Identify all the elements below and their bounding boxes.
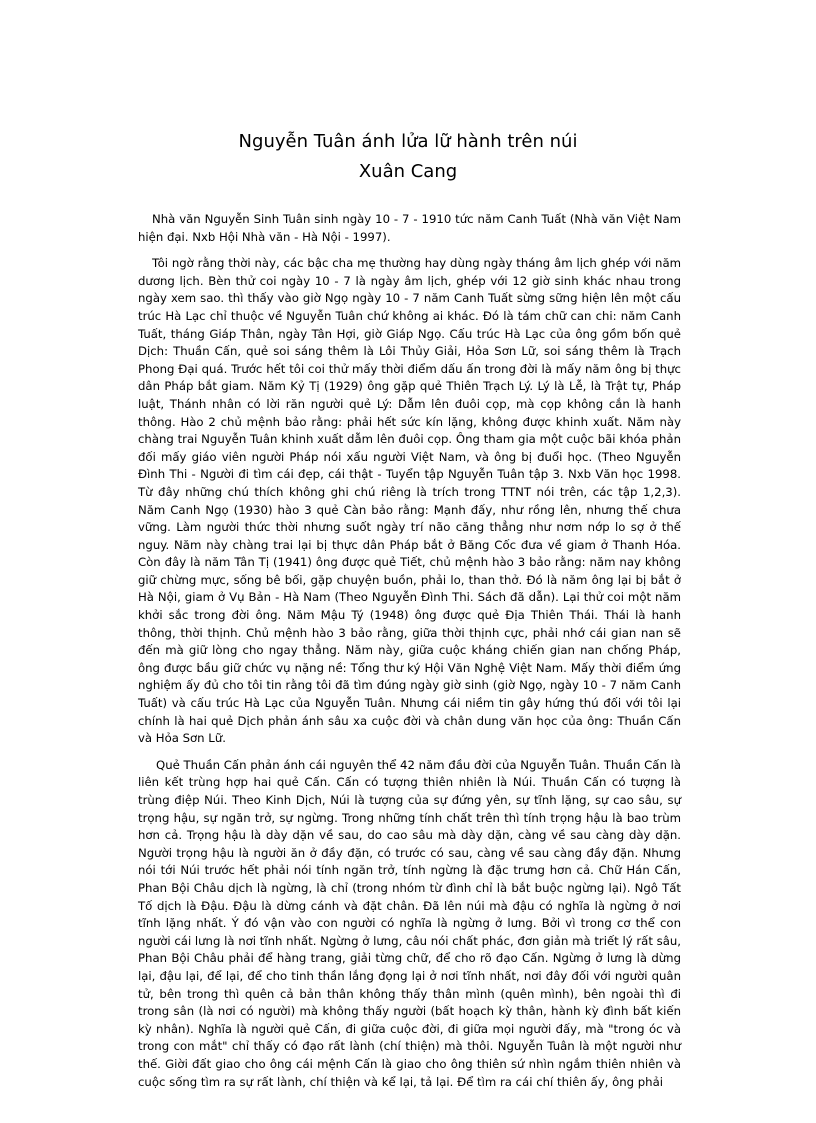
paragraph-3: Quẻ Thuần Cấn phản ánh cái nguyên thể 42 năm đầu đời của Nguyễn Tuân. Thuần Cấn là liên kết trùng hợp hai quẻ Cấn. Cấn có tượng thiên nhiên là Núi. Thuần Cấn có tượng là trùng điệp Núi. Theo Kinh Dịch, Núi là tượng của sự đứng yên, sự tĩnh lặng, sự cao sâu, sự trọng hậu, sự ngăn trở, sự ngừng. Trong những tính chất trên thì tính trọng hậu là bao trùm hơn cả. Trọng hậu là dày dặn về sau, do cao sâu mà dày dặn, càng về sau càng dày dặn. Người trọng hậu là người ăn ở đầy đặn, có trước có sau, càng về sau càng đầy đặn. Nhưng nói tới Núi trước hết phải nói tính ngăn trở, tính ngừng là đặc trưng hơn cả. Chữ Hán Cấn, Phan Bội Châu dịch là ngừng, là chỉ (trong nhóm từ đình chỉ là bắt buộc ngừng lại). Ngô Tất Tố dịch là Đậu. Đậu là dừng cánh và đặt chân. Đã lên núi mà đậu có nghĩa là ngừng ở nơi tĩnh lặng nhất. Ý đó vận vào con người có nghĩa là ngừng ở lưng. Bởi vì trong cơ thể con người cái lưng là nơi tĩnh nhất. Ngừng ở lưng, câu nói chất phác, đơn giản mà triết lý rất sâu, Phan Bội Châu phải để hàng trang, giải từng chữ, để cho rõ đạo Cấn. Ngừng ở lưng là dừng lại, đậu lại, để lại, để cho tinh thần lắng đọng lại ở nơi tĩnh nhất, nơi đây đối với người quân tử, bên trong thì quên cả bản thân không thấy thân mình (quên mình), bên ngoài thì đi trong sân (là nơi có người) mà không thấy người (bất hoạch kỳ thân, hành kỳ đình bất kiến kỳ nhân). Nghĩa là người quẻ Cấn, đi giữa cuộc đời, đi giữa mọi người đấy, mà "trong óc và trong con mắt" chỉ thấy có đạo rất lành (chí thiện) mà thôi. Nguyễn Tuân là một người như thế. Giời đất giao cho ông cái mệnh Cấn là giao cho ông thiên sứ nhìn ngắm thiên nhiên và cuộc sống tìm ra sự rất lành, chí thiện và kể lại, tả lại. Để tìm ra cái chí thiên ấy, ông phải <box>138 757 681 1089</box>
document-title: Nguyễn Tuân ánh lửa lữ hành trên núi <box>238 131 578 152</box>
paragraph-2: Tôi ngờ rằng thời này, các bậc cha mẹ thường hay dùng ngày tháng âm lịch ghép với năm dương lịch. Bèn thử coi ngày 10 - 7 là ngày âm lịch, ghép với 12 giờ sinh khác nhau trong ngày xem sao. thì thấy vào giờ Ngọ ngày 10 - 7 năm Canh Tuất sừng sững hiện lên một cấu trúc Hà Lạc chỉ thuộc về Nguyễn Tuân chứ không ai khác. Đó là tám chữ can chi: năm Canh Tuất, tháng Giáp Thân, ngày Tân Hợi, giờ Giáp Ngọ. Cấu trúc Hà Lạc của ông gồm bốn quẻ Dịch: Thuần Cấn, quẻ soi sáng thêm là Lôi Thủy Giải, Hỏa Sơn Lữ, soi sáng thêm là Trạch Phong Đại quá. Trước hết tôi coi thử mấy thời điểm dấu ấn trong đời là mấy năm ông bị thực dân Pháp bắt giam. Năm Kỷ Tị (1929) ông gặp quẻ Thiên Trạch Lý. Lý là Lễ, là Trật tự, Pháp luật, Thánh nhân có lời răn người quẻ Lý: Dẫm lên đuôi cọp, mà cọp không cắn là hanh thông. Hào 2 chủ mệnh bảo rằng: phải hết sức kín lặng, không được khinh xuất. Năm này chàng trai Nguyễn Tuân khinh xuất dẫm lên đuôi cọp. Ông tham gia một cuộc bãi khóa phản đối mấy giáo viên người Pháp nói xấu người Việt Nam, và ông bị đuổi học. (Theo Nguyễn Đình Thi - Người đi tìm cái đẹp, cái thật - Tuyển tập Nguyễn Tuân tập 3. Nxb Văn học 1998. Từ đây những chú thích không ghi chú riêng là trích trong TTNT nói trên, các tập 1,2,3). Năm Canh Ngọ (1930) hào 3 quẻ Càn bảo rằng: Mạnh đấy, như rồng lên, nhưng thế chưa vững. Làm người thức thời nhưng suốt ngày trí não căng thẳng như nơm nớp lo sợ ở thế nguy. Năm này chàng trai lại bị thực dân Pháp bắt ở Băng Cốc đưa về giam ở Thanh Hóa. Còn đây là năm Tân Tị (1941) ông được quẻ Tiết, chủ mệnh hào 3 bảo rằng: năm nay không giữ chừng mực, sống bê bối, gặp chuyện buồn, phải lo, than thở. Đó là năm ông lại bị bắt ở Hà Nội, giam ở Vụ Bản - Hà Nam (Theo Nguyễn Đình Thi. Sách đã dẫn). Lại thử coi một năm khởi sắc trong đời ông. Năm Mậu Tý (1948) ông được quẻ Địa Thiên Thái. Thái là hanh thông, thời thịnh. Chủ mệnh hào 3 bảo rằng, giữa thời thịnh cực, phải nhớ cái gian nan sẽ đến mà giữ lòng cho ngay thẳng. Năm này, giữa cuộc kháng chiến gian nan chống Pháp, ông được bầu giữ chức vụ nặng nề: Tổng thư ký Hội Văn Nghệ Việt Nam. Mấy thời điểm ứng nghiệm ấy đủ cho tôi tin rằng tôi đã tìm đúng ngày giờ sinh (giờ Ngọ, ngày 10 - 7 năm Canh Tuất) và cấu trúc Hà Lạc của Nguyễn Tuân. Nhưng cái niềm tin gây hứng thú đối với tôi lại chính là hai quẻ Dịch phản ánh sâu xa cuộc đời và chân dung văn học của ông: Thuần Cấn và Hỏa Sơn Lữ. <box>138 256 681 746</box>
document-body <box>138 211 681 1100</box>
paragraph-1: Nhà văn Nguyễn Sinh Tuân sinh ngày 10 - 7 - 1910 tức năm Canh Tuất (Nhà văn Việt Nam hiện đại. Nxb Hội Nhà văn - Hà Nội - 1997). <box>138 212 681 244</box>
document-author: Xuân Cang <box>358 161 458 182</box>
